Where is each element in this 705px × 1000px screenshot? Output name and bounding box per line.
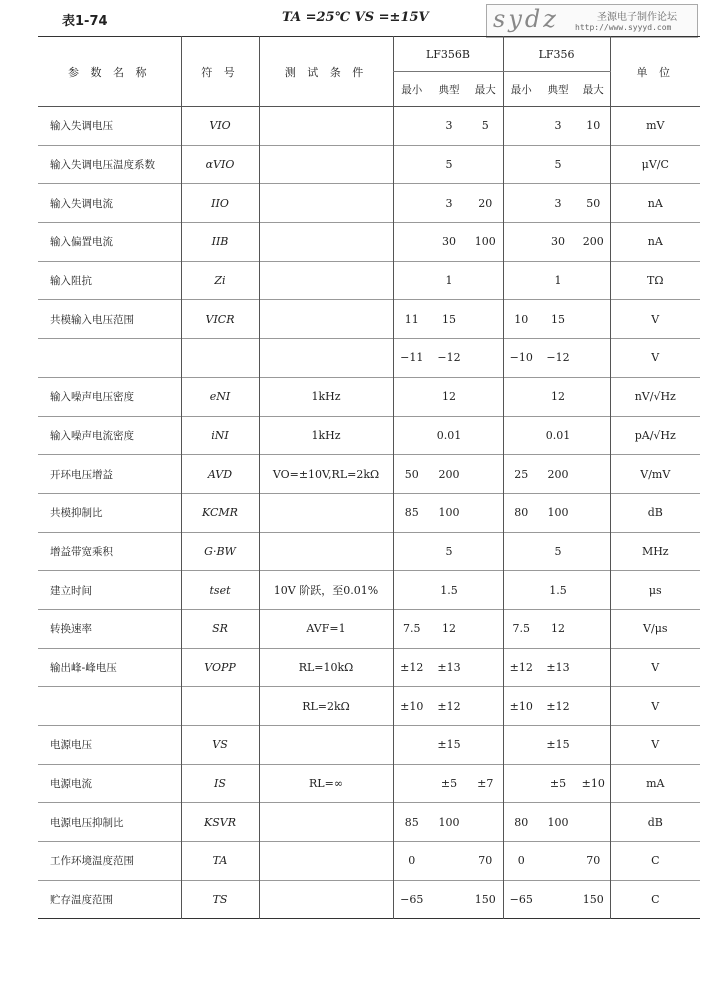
lf356b-min-cell [393, 145, 430, 184]
lf356b-typ-cell: ±5 [440, 777, 458, 791]
lf356b-max-cell: 5 [481, 119, 489, 133]
test-condition-cell: RL=∞ [259, 764, 393, 803]
lf356-typ-cell [539, 842, 577, 881]
table-row [38, 416, 700, 455]
spec-table [38, 36, 700, 919]
lf356-typ-cell: 30 [551, 235, 566, 249]
header-typ: 典型 [547, 83, 569, 96]
table-row [38, 532, 700, 571]
unit-cell: V [610, 726, 700, 765]
table-row [38, 842, 700, 881]
lf356-min-cell [503, 532, 539, 571]
table-row [38, 764, 700, 803]
lf356b-max-cell [468, 609, 503, 648]
lf356b-typ-cell: 1 [445, 274, 453, 288]
header-symbol: 符 号 [181, 37, 259, 107]
param-name-cell: 工作环境温度范围 [50, 855, 134, 868]
table-row [38, 223, 700, 262]
lf356-max-cell [577, 339, 610, 378]
lf356-max-cell: 50 [586, 196, 601, 210]
test-condition-cell [259, 842, 393, 881]
unit-cell: mV [610, 107, 700, 146]
table-row [38, 571, 700, 610]
lf356-min-cell: 25 [503, 455, 539, 494]
symbol-cell: tset [181, 571, 259, 610]
lf356b-typ-cell: −12 [437, 351, 461, 365]
param-name-cell: 电源电流 [50, 778, 92, 791]
lf356-min-cell [503, 261, 539, 300]
header-unit: 单 位 [610, 37, 700, 107]
symbol-cell: IS [181, 764, 259, 803]
lf356-min-cell [503, 184, 539, 223]
lf356-typ-cell: 12 [551, 390, 566, 404]
lf356b-min-cell: 7.5 [393, 609, 430, 648]
lf356b-typ-cell [430, 880, 468, 919]
symbol-cell: iNI [181, 416, 259, 455]
lf356-min-cell: −10 [503, 339, 539, 378]
lf356-min-cell: ±12 [503, 648, 539, 687]
lf356b-typ-cell: 12 [442, 622, 456, 636]
lf356b-max-cell [468, 571, 503, 610]
unit-cell: V [610, 339, 700, 378]
param-name-cell: 输出峰-峰电压 [50, 661, 117, 674]
lf356b-max-cell [468, 377, 503, 416]
symbol-cell: IIO [181, 184, 259, 223]
lf356b-max-cell [468, 261, 503, 300]
unit-cell: V/μs [610, 609, 700, 648]
lf356b-min-cell [393, 184, 430, 223]
table-row [38, 261, 700, 300]
lf356-min-cell [503, 107, 539, 146]
test-condition-cell [259, 532, 393, 571]
lf356b-min-cell: 50 [393, 455, 430, 494]
lf356b-max-cell [468, 726, 503, 765]
symbol-cell: eNI [181, 377, 259, 416]
param-name-cell: 电源电压抑制比 [50, 816, 124, 829]
lf356b-min-cell: 85 [393, 493, 430, 532]
header-condition: 测 试 条 件 [259, 37, 393, 107]
unit-cell: dB [610, 493, 700, 532]
symbol-cell: KSVR [181, 803, 259, 842]
lf356-min-cell [503, 416, 539, 455]
lf356b-min-cell: 0 [393, 842, 430, 881]
lf356-min-cell [503, 726, 539, 765]
table-row [38, 300, 700, 339]
lf356-max-cell: 150 [582, 893, 604, 907]
lf356-typ-cell: 100 [547, 506, 569, 520]
lf356b-typ-cell: 100 [438, 815, 460, 829]
param-name-cell: 输入失调电流 [50, 197, 113, 210]
lf356-typ-cell: ±12 [546, 699, 570, 713]
test-condition-cell [259, 223, 393, 262]
unit-cell: MHz [610, 532, 700, 571]
test-condition-cell: VO=±10V,RL=2kΩ [259, 455, 393, 494]
lf356b-max-cell: 20 [478, 196, 493, 210]
lf356b-min-cell: ±12 [393, 648, 430, 687]
lf356-max-cell: ±10 [581, 777, 605, 791]
header-min: 最小 [393, 72, 430, 107]
param-name-cell: 输入偏置电流 [50, 236, 113, 249]
lf356b-typ-cell: ±12 [437, 699, 461, 713]
lf356-typ-cell: 3 [554, 196, 562, 210]
lf356-typ-cell: 5 [554, 158, 562, 172]
lf356b-min-cell: 85 [393, 803, 430, 842]
title-row [0, 0, 705, 34]
param-name-cell [38, 687, 181, 726]
watermark [486, 4, 698, 38]
unit-cell: dB [610, 803, 700, 842]
test-condition-cell [259, 726, 393, 765]
param-name-cell: 增益带宽乘积 [50, 545, 113, 558]
lf356b-typ-cell: 12 [442, 390, 456, 404]
test-condition-cell [259, 880, 393, 919]
lf356b-min-cell: −11 [393, 339, 430, 378]
lf356b-max-cell [468, 687, 503, 726]
lf356-min-cell: 80 [503, 803, 539, 842]
lf356-min-cell: −65 [503, 880, 539, 919]
lf356-max-cell [577, 300, 610, 339]
param-name-cell [38, 339, 181, 378]
lf356-min-cell [503, 571, 539, 610]
lf356-typ-cell: ±15 [546, 738, 570, 752]
lf356b-min-cell: 11 [393, 300, 430, 339]
lf356b-min-cell [393, 261, 430, 300]
header-typ: 典型 [438, 83, 460, 96]
unit-cell: V/mV [610, 455, 700, 494]
lf356b-typ-cell: ±13 [437, 660, 461, 674]
lf356b-max-cell [468, 339, 503, 378]
table-row [38, 377, 700, 416]
lf356-max-cell [577, 571, 610, 610]
lf356b-max-cell [468, 416, 503, 455]
lf356-typ-cell: ±13 [546, 660, 570, 674]
lf356-max-cell [577, 377, 610, 416]
lf356b-min-cell [393, 726, 430, 765]
lf356b-min-cell [393, 416, 430, 455]
unit-cell: pA/√Hz [610, 416, 700, 455]
lf356-typ-cell: 12 [551, 622, 566, 636]
lf356b-typ-cell: 30 [442, 235, 456, 249]
lf356-typ-cell: 15 [551, 312, 566, 326]
lf356-min-cell [503, 377, 539, 416]
symbol-cell: KCMR [181, 493, 259, 532]
lf356b-min-cell [393, 377, 430, 416]
lf356b-max-cell [468, 145, 503, 184]
symbol-cell: IIB [181, 223, 259, 262]
lf356-max-cell [577, 803, 610, 842]
lf356-max-cell [577, 609, 610, 648]
symbol-cell: SR [181, 609, 259, 648]
test-condition-cell [259, 107, 393, 146]
table-row [38, 803, 700, 842]
symbol-cell [181, 687, 259, 726]
table-row [38, 493, 700, 532]
test-condition-cell [259, 184, 393, 223]
test-condition-cell [259, 145, 393, 184]
watermark-url: http://www.syyyd.com [575, 23, 672, 32]
param-name-cell: 输入失调电压 [50, 120, 113, 133]
lf356b-min-cell [393, 764, 430, 803]
unit-cell: V [610, 648, 700, 687]
param-name-cell: 输入噪声电流密度 [50, 429, 134, 442]
test-condition-cell [259, 493, 393, 532]
header-max: 最大 [582, 83, 604, 96]
unit-cell: TΩ [610, 261, 700, 300]
symbol-cell: TS [181, 880, 259, 919]
symbol-cell: αVIO [181, 145, 259, 184]
header-lf356b: LF356B [393, 37, 503, 72]
lf356b-typ-cell: 100 [438, 506, 460, 520]
param-name-cell: 建立时间 [50, 584, 92, 597]
symbol-cell: VOPP [181, 648, 259, 687]
lf356b-typ-cell: 200 [438, 467, 460, 481]
lf356b-typ-cell: 15 [442, 312, 456, 326]
test-condition-cell: 10V 阶跃，至0.01% [259, 571, 393, 610]
symbol-cell: Zi [181, 261, 259, 300]
lf356-typ-cell: 3 [554, 119, 562, 133]
lf356b-typ-cell: 5 [445, 158, 453, 172]
table-row [38, 648, 700, 687]
lf356b-min-cell: −65 [393, 880, 430, 919]
lf356b-max-cell: 150 [474, 893, 496, 907]
lf356-typ-cell: 5 [554, 544, 562, 558]
unit-cell: μV/C [610, 145, 700, 184]
table-row [38, 145, 700, 184]
lf356-max-cell [577, 261, 610, 300]
lf356-typ-cell: −12 [546, 351, 570, 365]
lf356-typ-cell: 1.5 [549, 583, 567, 597]
table-row [38, 609, 700, 648]
lf356-max-cell [577, 726, 610, 765]
param-name-cell: 贮存温度范围 [50, 894, 113, 907]
symbol-cell: G·BW [181, 532, 259, 571]
lf356b-max-cell: 100 [474, 235, 496, 249]
lf356-max-cell [577, 648, 610, 687]
param-name-cell: 输入失调电压温度系数 [50, 159, 155, 172]
table-body [38, 107, 700, 919]
lf356-max-cell [577, 416, 610, 455]
watermark-name: 圣源电子制作论坛 [597, 12, 677, 23]
symbol-cell [181, 339, 259, 378]
header-lf356: LF356 [503, 37, 610, 72]
lf356-max-cell [577, 455, 610, 494]
symbol-cell: VIO [181, 107, 259, 146]
unit-cell: nV/√Hz [610, 377, 700, 416]
lf356b-max-cell [468, 648, 503, 687]
lf356-typ-cell [539, 880, 577, 919]
header-param: 参 数 名 称 [68, 65, 151, 79]
symbol-cell: AVD [181, 455, 259, 494]
lf356b-max-cell [468, 803, 503, 842]
table-row [38, 107, 700, 146]
test-condition-cell: AVF=1 [259, 609, 393, 648]
unit-cell: C [610, 842, 700, 881]
test-condition-cell: RL=10kΩ [259, 648, 393, 687]
lf356-max-cell [577, 145, 610, 184]
lf356b-typ-cell: ±15 [437, 738, 461, 752]
lf356-max-cell: 200 [582, 235, 604, 249]
lf356-typ-cell: ±5 [549, 777, 567, 791]
table-row [38, 455, 700, 494]
lf356b-typ-cell: 3 [445, 119, 453, 133]
lf356-typ-cell: 1 [554, 274, 562, 288]
lf356-min-cell: ±10 [503, 687, 539, 726]
lf356b-max-cell: 70 [478, 854, 493, 868]
lf356b-min-cell [393, 532, 430, 571]
symbol-cell: VS [181, 726, 259, 765]
lf356-typ-cell: 200 [547, 467, 569, 481]
lf356b-min-cell [393, 223, 430, 262]
lf356b-max-cell [468, 300, 503, 339]
table-row [38, 726, 700, 765]
lf356b-typ-cell: 0.01 [436, 428, 462, 442]
unit-cell: V [610, 687, 700, 726]
lf356-max-cell: 10 [586, 119, 601, 133]
lf356-typ-cell: 100 [547, 815, 569, 829]
watermark-logo: sydz [493, 5, 559, 33]
lf356-min-cell [503, 145, 539, 184]
unit-cell: μs [610, 571, 700, 610]
table-row [38, 880, 700, 919]
lf356-min-cell: 7.5 [503, 609, 539, 648]
lf356b-typ-cell: 5 [445, 544, 453, 558]
lf356b-max-cell: ±7 [477, 777, 494, 791]
lf356-typ-cell: 0.01 [545, 428, 571, 442]
param-name-cell: 转换速率 [50, 623, 92, 636]
lf356b-min-cell: ±10 [393, 687, 430, 726]
param-name-cell: 共模抑制比 [50, 507, 103, 520]
symbol-cell: VICR [181, 300, 259, 339]
lf356b-min-cell [393, 107, 430, 146]
symbol-cell: TA [181, 842, 259, 881]
lf356b-typ-cell: 1.5 [440, 583, 458, 597]
unit-cell: mA [610, 764, 700, 803]
table-row [38, 339, 700, 378]
lf356b-typ-cell: 3 [445, 196, 453, 210]
test-conditions: TA =25℃ VS =±15V [282, 10, 429, 25]
lf356-min-cell: 10 [503, 300, 539, 339]
test-condition-cell [259, 300, 393, 339]
lf356b-typ-cell [430, 842, 468, 881]
test-condition-cell [259, 803, 393, 842]
unit-cell: C [610, 880, 700, 919]
lf356b-max-cell [468, 455, 503, 494]
test-condition-cell [259, 261, 393, 300]
lf356-max-cell [577, 687, 610, 726]
lf356-max-cell [577, 532, 610, 571]
unit-cell: nA [610, 223, 700, 262]
header-max: 最大 [474, 83, 496, 96]
lf356b-min-cell [393, 571, 430, 610]
param-name-cell: 共模输入电压范围 [50, 313, 134, 326]
lf356-max-cell [577, 493, 610, 532]
param-name-cell: 输入阻抗 [50, 275, 92, 288]
param-name-cell: 开环电压增益 [50, 468, 113, 481]
lf356-min-cell [503, 764, 539, 803]
lf356b-max-cell [468, 532, 503, 571]
lf356-min-cell [503, 223, 539, 262]
unit-cell: V [610, 300, 700, 339]
test-condition-cell [259, 339, 393, 378]
test-condition-cell: 1kHz [259, 377, 393, 416]
test-condition-cell: 1kHz [259, 416, 393, 455]
test-condition-cell: RL=2kΩ [259, 687, 393, 726]
lf356-min-cell: 80 [503, 493, 539, 532]
table-row [38, 687, 700, 726]
lf356b-max-cell [468, 493, 503, 532]
table-row [38, 184, 700, 223]
lf356-max-cell: 70 [586, 854, 601, 868]
param-name-cell: 电源电压 [50, 739, 92, 752]
table-label: 表1-74 [62, 14, 108, 29]
unit-cell: nA [610, 184, 700, 223]
param-name-cell: 输入噪声电压密度 [50, 391, 134, 404]
header-min: 最小 [503, 72, 539, 107]
lf356-min-cell: 0 [503, 842, 539, 881]
